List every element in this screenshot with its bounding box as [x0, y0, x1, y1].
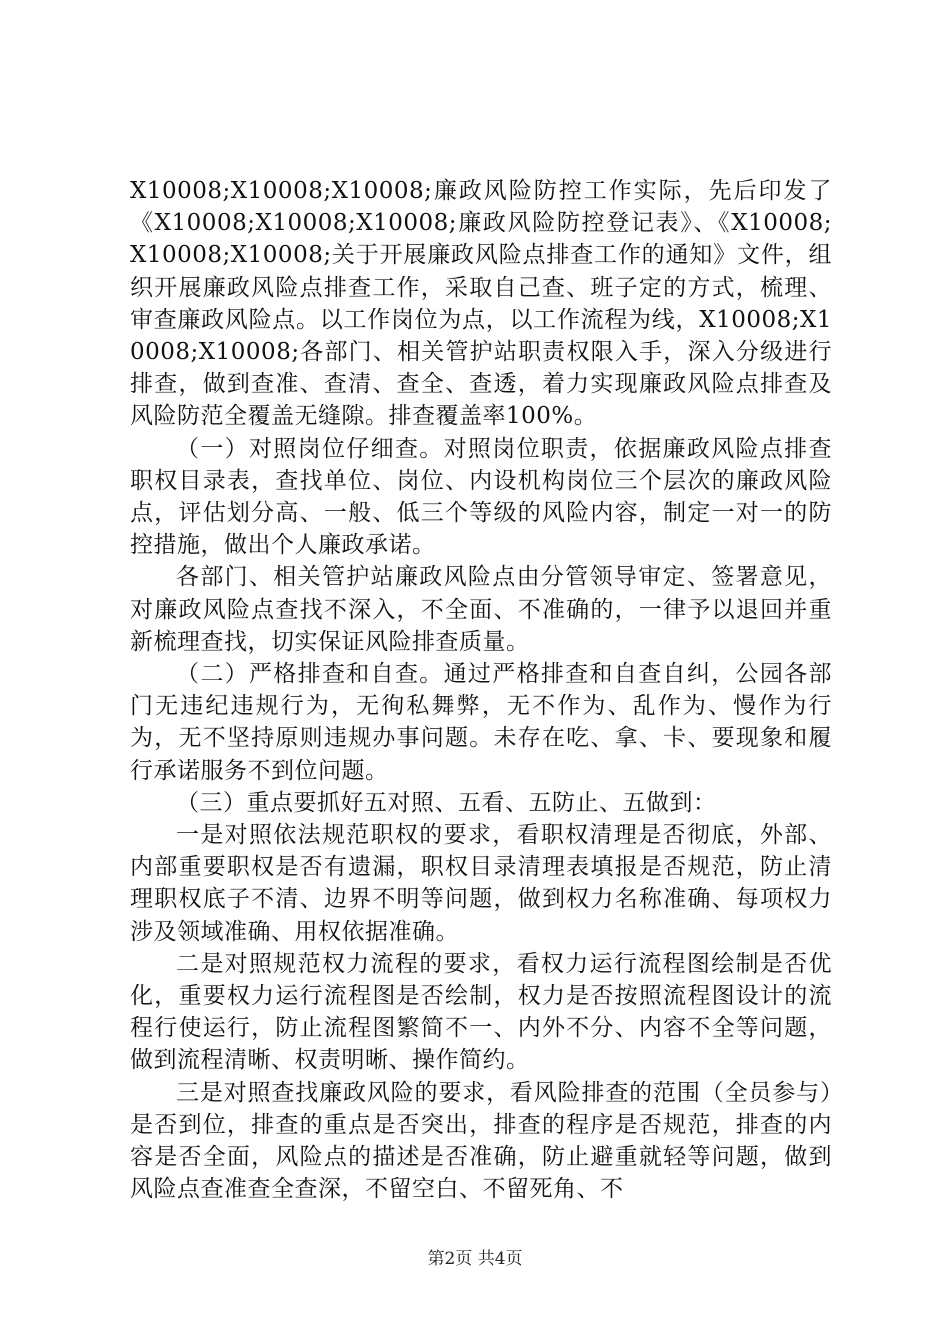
document-body	[130, 175, 832, 1206]
paragraph-section-three: （三）重点要抓好五对照、五看、五防止、五做到：	[176, 789, 717, 816]
paragraph-point-three: 三是对照查找廉政风险的要求，看风险排查的范围（全员参与）是否到位，排查的重点是否突出，排查的程序是否规范，排查的内容是否全面，风险点的描述是否准确，防止避重就轻等问题，做到风险点查准查全查深，不留空白、不留死角、不	[130, 1079, 832, 1203]
page-number-footer: 第2页 共4页	[427, 1249, 523, 1269]
paragraph-review: 各部门、相关管护站廉政风险点由分管领导审定、签署意见，对廉政风险点查找不深入，不全面、不准确的，一律予以退回并重新梳理查找，切实保证风险排查质量。	[130, 564, 832, 655]
paragraph-point-one: 一是对照依法规范职权的要求，看职权清理是否彻底，外部、内部重要职权是否有遗漏，职权目录清理表填报是否规范，防止清理职权底子不清、边界不明等问题，做到权力名称准确、每项权力涉及领域准确、用权依据准确。	[130, 822, 832, 945]
paragraph-section-two: （二）严格排查和自查。通过严格排查和自查自纠，公园各部门无违纪违规行为，无徇私舞弊，无不作为、乱作为、慢作为行为，无不坚持原则违规办事问题。未存在吃、拿、卡、要现象和履行承诺服务不到位问题。	[130, 661, 832, 784]
paragraph-intro: X10008;X10008;X10008;廉政风险防控工作实际，先后印发了《X10008;X10008;X10008;廉政风险防控登记表》、《X10008;X10008;X10008;关于开展廉政风险点排查工作的通知》文件，组织开展廉政风险点排查工作，采取自己查、班子定的方式，梳理、审查廉政风险点。以工作岗位为点，以工作流程为线，X10008;X10008;X10008;各部门、相关管护站职责权限入手，深入分级进行排查，做到查准、查清、查全、查透，着力实现廉政风险点排查及风险防范全覆盖无缝隙。排查覆盖率100%。	[130, 178, 832, 430]
paragraph-point-two: 二是对照规范权力流程的要求，看权力运行流程图绘制是否优化，重要权力运行流程图是否绘制，权力是否按照流程图设计的流程行使运行，防止流程图繁简不一、内外不分、内容不全等问题，做到流程清晰、权责明晰、操作简约。	[130, 950, 832, 1074]
paragraph-section-one: （一）对照岗位仔细查。对照岗位职责，依据廉政风险点排查职权目录表，查找单位、岗位、内设机构岗位三个层次的廉政风险点，评估划分高、一般、低三个等级的风险内容，制定一对一的防控措施，做出个人廉政承诺。	[130, 435, 832, 559]
